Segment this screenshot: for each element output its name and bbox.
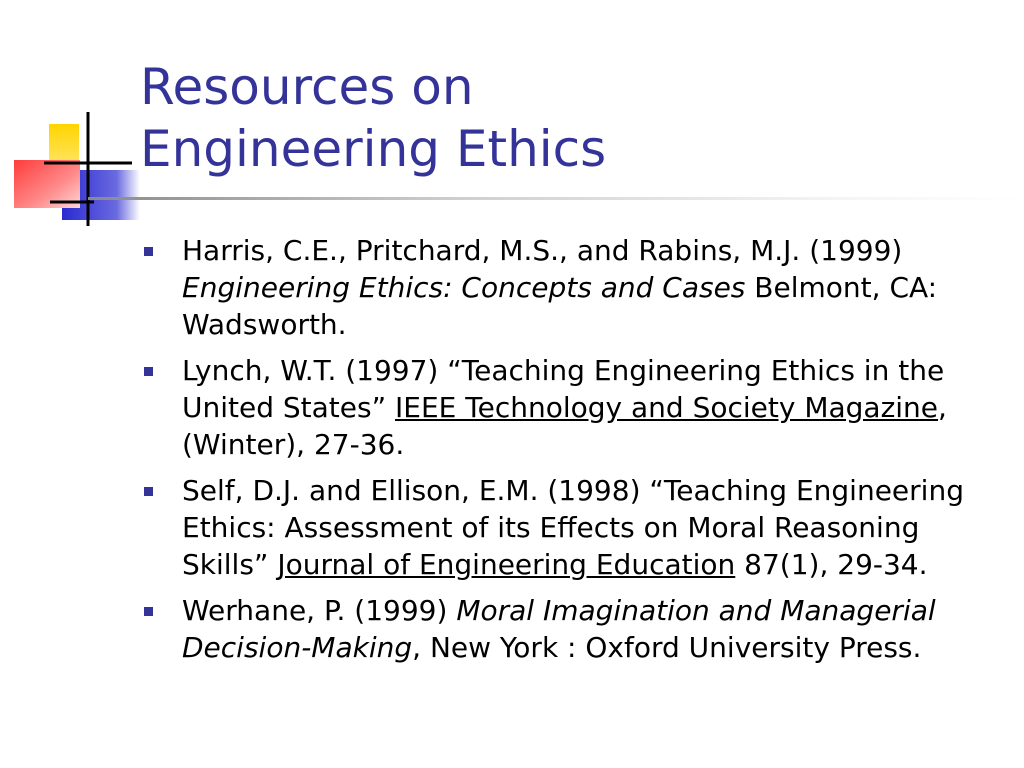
reference-journal-title: Journal of Engineering Education	[277, 548, 736, 581]
reference-item-werhane	[140, 592, 1010, 666]
reference-book-title: Engineering Ethics: Concepts and Cases	[182, 271, 746, 304]
reference-details: 87(1), 29-34.	[735, 548, 928, 581]
reference-details: , (Winter), 27-36.	[182, 391, 947, 461]
bullet-icon	[144, 367, 153, 376]
reference-text: Harris, C.E., Pritchard, M.S., and Rabins, M.J. (1999)	[182, 234, 903, 267]
reference-text: Werhane, P. (1999)	[182, 594, 457, 627]
bullet-icon	[144, 487, 153, 496]
reference-publisher: , New York : Oxford University Press.	[412, 631, 922, 664]
reference-publisher: Belmont, CA: Wadsworth.	[182, 271, 938, 341]
reference-journal-title: IEEE Technology and Society Magazine	[395, 391, 939, 424]
decorative-logo	[0, 0, 160, 240]
title-line-1: Resources on	[140, 58, 474, 116]
reference-text: Self, D.J. and Ellison, E.M. (1998) “Teaching Engineering Ethics: Assessment of its Effects on Moral Reasoning Skills”	[182, 474, 964, 581]
title-divider	[88, 197, 1024, 200]
reference-text: Lynch, W.T. (1997) “Teaching Engineering Ethics in the United States”	[182, 354, 945, 424]
bullet-icon	[144, 607, 153, 616]
reference-item-self	[140, 472, 1010, 583]
title-line-2: Engineering Ethics	[140, 120, 607, 178]
reference-item-lynch	[140, 352, 1010, 463]
logo-yellow-square	[49, 124, 79, 166]
bullet-icon	[144, 247, 153, 256]
slide-title	[140, 56, 606, 180]
reference-book-title: Moral Imagination and Managerial Decision-Making	[182, 594, 936, 664]
reference-list	[140, 232, 1010, 675]
reference-item-harris	[140, 232, 1010, 343]
